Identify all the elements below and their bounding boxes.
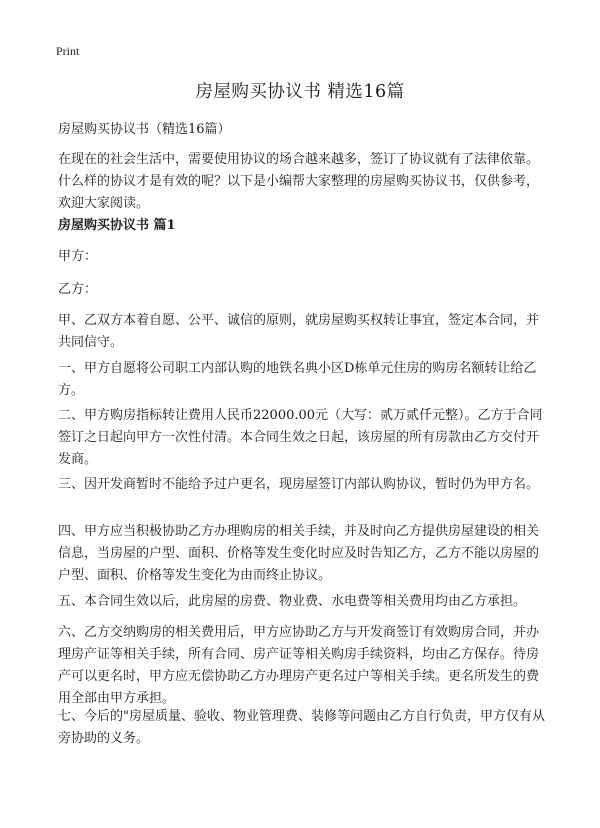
paragraph-5: 五、本合同生效以后，此房屋的房费、物业费、水电费等相关费用均由乙方承担。 [58,594,527,609]
paragraph-3: 三、因开发商暂时不能给予过户更名，现房屋签订内部认购协议，暂时仍为甲方名。 [58,477,540,492]
paragraph-7: 七、今后的"房屋质量、验收、物业管理费、装修等问题由乙方自行负责，甲方仅有从旁协助的义务。 [58,709,545,746]
paragraph-2: 二、甲方购房指标转让费用人民币22000.00元（大写：贰万贰仟元整）。乙方于合同签订之日起向甲方一次性付清。本合同生效之日起，该房屋的所有房款由乙方交付开发商。 [58,408,543,467]
paragraph-1: 一、甲方自愿将公司职工内部认购的地铁名典小区D栋单元住房的购房名额转让给乙方。 [58,361,537,398]
party-b-line: 乙方： [58,282,98,297]
section-heading: 房屋购买协议书 篇1 [58,218,176,233]
paragraph-0: 甲、乙双方本着自愿、公平、诚信的原则，就房屋购买权转让事宜，签定本合同，并共同信守。 [58,313,540,350]
party-a-line: 甲方： [58,249,98,264]
paragraph-6: 六、乙方交纳购房的相关费用后，甲方应协助乙方与开发商签订有效购房合同，并办理房产证等相关手续，所有合同、房产证等相关购房手续资料，均由乙方保存。待房产可以更名时，甲方应无偿协助乙方办理房产更名过户等相关手续。更名所发生的费用全部由甲方承担。 [58,625,540,706]
print-link[interactable]: Print [56,44,80,58]
document-subtitle: 房屋购买协议书（精选16篇） [58,122,231,137]
intro-paragraph: 在现在的社会生活中，需要使用协议的场合越来越多，签订了协议就有了法律依靠。什么样的协议才是有效的呢？以下是小编帮大家整理的房屋购买协议书，仅供参考，欢迎大家阅读。 [58,152,540,211]
document-title: 房屋购买协议书 精选16篇 [195,82,405,102]
paragraph-4: 四、甲方应当积极协助乙方办理购房的相关手续，并及时向乙方提供房屋建设的相关信息，当房屋的户型、面积、价格等发生变化时应及时告知乙方，乙方不能以房屋的户型、面积、价格等发生变化为由而终止协议。 [58,524,540,583]
